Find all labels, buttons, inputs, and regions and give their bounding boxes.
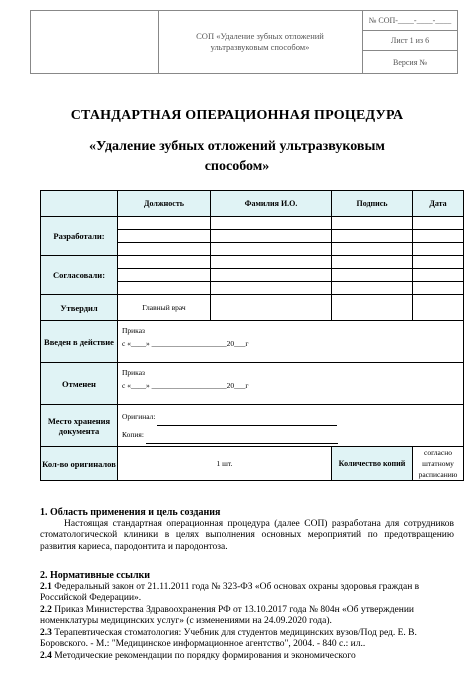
ref-2-2-text: Приказ Министерства Здравоохранения РФ от 13.10.2017 года № 804н «Об утверждении номенклатуры медицинских услуг» (с изменениями на 24.09.2020 года). — [40, 604, 415, 626]
header-logo-cell — [31, 11, 159, 73]
copies-label: Количество копий — [332, 447, 413, 481]
page-title: СТАНДАРТНАЯ ОПЕРАЦИОННАЯ ПРОЦЕДУРА — [70, 108, 404, 123]
introduced-order-label: Приказ — [122, 326, 146, 335]
ref-2-3-text: Терапевтическая стоматология: Учебник для студентов медицинских вузов/Под ред. Е. В. Боровского. - М.: "Медицинское информационное агентство", 2004. - 840 с.: ил.. — [40, 627, 417, 649]
row-agreed: Согласовали: — [41, 256, 118, 295]
copy-label: Копия: — [122, 429, 144, 439]
cancelled-order — [118, 363, 464, 405]
col-date: Дата — [413, 191, 464, 217]
introduced-order-date: с «____» ____________________20___г — [122, 339, 249, 348]
original-label: Оригинал: — [122, 411, 156, 421]
copy-line — [146, 443, 338, 444]
ref-2-1-num: 2.1 — [40, 581, 52, 592]
row-storage: Место хранения документа — [41, 405, 118, 447]
page-subtitle: «Удаление зубных отложений ультразвуковым способом» — [89, 139, 385, 174]
ref-2-1 — [40, 582, 454, 605]
copies-value: согласно штатному расписанию — [413, 447, 464, 481]
header-meta — [363, 11, 457, 73]
ref-2-4-num: 2.4 — [40, 650, 52, 661]
row-cancelled: Отменен — [41, 363, 118, 405]
storage-copy — [122, 426, 463, 444]
document-header — [30, 10, 458, 74]
count-value: 1 шт. — [118, 447, 332, 481]
section-1-text: Настоящая стандартная операционная процедура (далее СОП) разработана для сотрудников стоматологической клиники в целях выполнения основных мероприятий по предотвращению развития кариеса, пародонтита и пародонтоза. — [40, 518, 454, 552]
introduced-order — [118, 321, 464, 363]
ref-2-2-num: 2.2 — [40, 604, 52, 615]
header-number: № СОП-____-____-____ — [363, 11, 457, 31]
header-version: Версия № — [392, 57, 428, 67]
col-name: Фамилия И.О. — [211, 191, 332, 217]
ref-2-4-text: Методические рекомендации по порядку формирования и экономического — [54, 650, 356, 661]
cancelled-order-label: Приказ — [122, 368, 146, 377]
storage-cell — [118, 405, 464, 447]
col-position: Должность — [118, 191, 211, 217]
header-sheet: Лист 1 из 6 — [363, 31, 457, 51]
row-introduced: Введен в действие — [41, 321, 118, 363]
ref-2-2 — [40, 605, 454, 628]
storage-original — [122, 408, 463, 426]
section-1 — [40, 507, 454, 553]
ref-2-3 — [40, 628, 454, 651]
row-approved: Утвердил — [41, 295, 118, 321]
col-signature: Подпись — [332, 191, 413, 217]
section-1-title: 1. Область применения и цель создания — [40, 507, 221, 518]
approval-table — [40, 190, 464, 481]
row-count: Кол-во оригиналов — [41, 447, 118, 481]
section-2-title: 2. Нормативные ссылки — [40, 570, 151, 581]
ref-2-1-text: Федеральный закон от 21.11.2011 года № 323-ФЗ «Об основах охраны здоровья граждан в Российской Федерации». — [40, 581, 420, 603]
ref-2-4 — [40, 651, 454, 663]
row-developed: Разработали: — [41, 217, 118, 256]
approved-position: Главный врач — [118, 295, 211, 321]
section-2 — [40, 570, 454, 662]
table-corner — [41, 191, 118, 217]
cancelled-order-date: с «____» ____________________20___г — [122, 381, 249, 390]
ref-2-3-num: 2.3 — [40, 627, 52, 638]
header-doc-title: СОП «Удаление зубных отложений ультразвуковым способом» — [158, 11, 363, 73]
